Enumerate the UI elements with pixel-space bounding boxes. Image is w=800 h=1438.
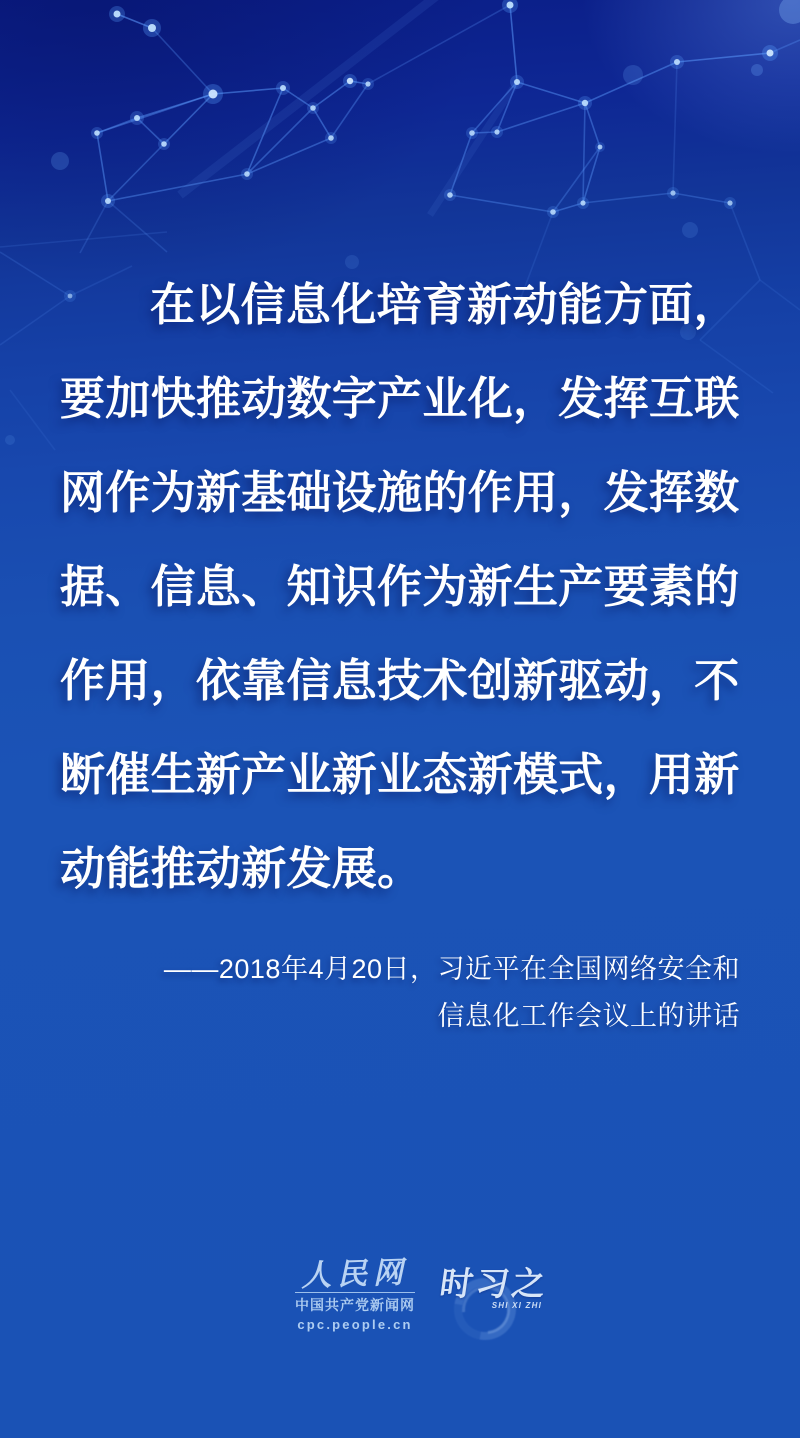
quote-line: 动能推动新发展。: [60, 843, 423, 894]
quote-line: 断催生新产业新业态新模式，用新: [60, 749, 740, 800]
quote-line: 在以信息化培育新动能方面，: [150, 279, 739, 330]
cpc-people-domain: cpc.people.cn: [297, 1317, 413, 1332]
quote-line: 网作为新基础设施的作用，发挥数: [60, 467, 740, 518]
quote-line: 据、信息、知识作为新生产要素的: [60, 561, 740, 612]
shixizhi-wordmark: 时习之: [437, 1265, 551, 1302]
quote-line: 要加快推动数字产业化，发挥互联: [60, 373, 740, 424]
quote-text-block: [60, 258, 750, 916]
shixizhi-logo: [437, 1265, 551, 1352]
cpc-news-label: 中国共产党新闻网: [295, 1297, 415, 1313]
peoples-daily-script-wordmark: 人民网: [300, 1255, 410, 1294]
quote-line: 作用，依靠信息技术创新驱动，不: [60, 655, 740, 706]
attribution-line-2: 信息化工作会议上的讲话: [437, 1001, 740, 1031]
shixizhi-pinyin: SHI XI ZHI: [491, 1301, 542, 1310]
attribution-line-1: ——2018年4月20日，习近平在全国网络安全和: [163, 954, 740, 984]
peoples-daily-online-logo: [294, 1255, 416, 1332]
attribution: [164, 946, 740, 1040]
footer-logos: [20, 1255, 800, 1352]
